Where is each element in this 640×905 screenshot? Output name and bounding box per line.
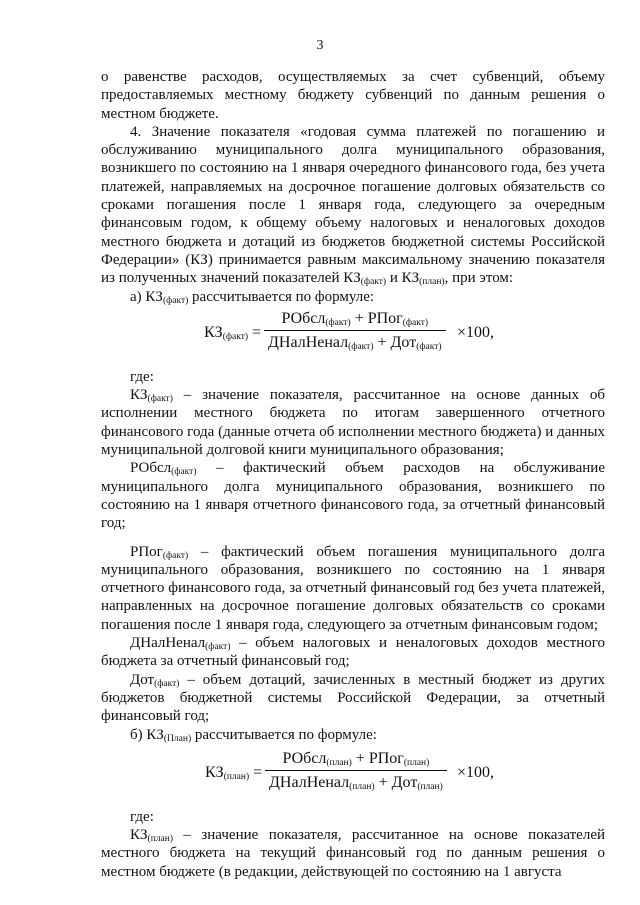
formula-numerator: РОбсл$_{(план)}$ + РПог$_{(план)}$ — [282, 749, 430, 768]
formula-lhs: $КЗ_{(факт)}$ = — [204, 323, 262, 342]
formula-fact — [101, 310, 605, 360]
formula-denominator: ДНалНенал$_{(план)}$ + Дот$_{(план)}$ — [269, 774, 443, 793]
paragraph-text: , при этом: — [444, 270, 514, 287]
paragraph-continuation: о равенстве расходов, осуществляемых за счет субвенций, объему предоставляемых местному бюджету субвенций по данным решения о местном бюджете. — [101, 69, 605, 122]
item-a — [101, 288, 605, 306]
formula-multiplier: ×100, — [457, 323, 495, 341]
definition-rpog-fact: РПог$_{(факт)}$ – фактический объем погашения муниципального долга муниципального образования, возникшего по состоянию на 1 января отчетного финансового года, за отчетный финансовый год без учета платежей, направленных на досрочное погашение долговых обязательств со сроками погашения после 1 января года, следующего за отчетным финансовым годом; — [101, 543, 605, 633]
item-b: б) $КЗ_{(План)}$ рассчитывается по формуле: — [130, 726, 377, 744]
formula-numerator: РОбсл$_{(факт)}$ + РПог$_{(факт)}$ — [281, 309, 429, 328]
page-number: 3 — [316, 38, 324, 53]
formula-fraction — [264, 310, 446, 353]
subscript: (факт) — [162, 295, 189, 306]
paragraph-indicator-4 — [101, 123, 605, 288]
text-body — [101, 68, 605, 881]
subscript: (факт) — [360, 277, 387, 288]
where-label: где: — [130, 368, 154, 385]
item-text: рассчитывается по формуле: — [188, 288, 375, 305]
definition-kz-fact: $КЗ_{(факт)}$ – значение показателя, рассчитанное на основе данных об исполнении местного бюджета по итогам завершенного отчетного финансового года (данные отчета об исполнении местного бюджета) и данных муниципальной долговой книги муниципального образования; — [101, 387, 605, 459]
definition-dnal-fact: ДНалНенал$_{(факт)}$ – объем налоговых и неналоговых доходов местного бюджета за отчетный финансовый год; — [101, 635, 605, 670]
paragraph-text: и КЗ — [386, 270, 420, 287]
paragraph-text: 4. Значение показателя «годовая сумма платежей по погашению и обслуживанию муниципального долга муниципального образования, возникшего по состоянию на 1 января очередного финансового года, без учета платежей, направляемых на досрочное погашение долговых обязательств со сроками погашения после 1 января года, следующего за очередным финансовым годом, к общему объему налоговых и неналоговых доходов местного бюджета и дотаций из бюджетов бюджетной системы Российской Федерации» (КЗ) принимается равным максимальному значению показателя из полученных значений показателей КЗ — [101, 123, 605, 287]
where-label: где: — [130, 808, 154, 825]
definition-kz-plan: $КЗ_{(план)}$ – значение показателя, рассчитанное на основе показателей местного бюджета на текущий финансовый год по данным решения о местном бюджете (в редакции, действующей по состоянию на 1 августа — [101, 827, 605, 880]
item-text: а) КЗ — [130, 288, 163, 305]
subscript: (план) — [419, 277, 445, 288]
formula-multiplier: ×100, — [457, 763, 495, 781]
formula-fraction — [265, 750, 447, 793]
formula-plan — [101, 750, 605, 800]
formula-lhs: $КЗ_{(план)}$ = — [205, 763, 263, 782]
formula-denominator: ДНалНенал$_{(факт)}$ + Дот$_{(факт)}$ — [268, 334, 442, 353]
definition-robsl-fact: РОбсл$_{(факт)}$ – фактический объем расходов на обслуживание муниципального долга муниципального образования, возникшего по состоянию на 1 января отчетного финансового года, за отчетный финансовый год; — [101, 460, 605, 532]
definition-dot-fact: Дот$_{(факт)}$ – объем дотаций, зачисленных в местный бюджет из других бюджетов бюджетной системы Российской Федерации, за отчетный финансовый год; — [101, 671, 605, 725]
